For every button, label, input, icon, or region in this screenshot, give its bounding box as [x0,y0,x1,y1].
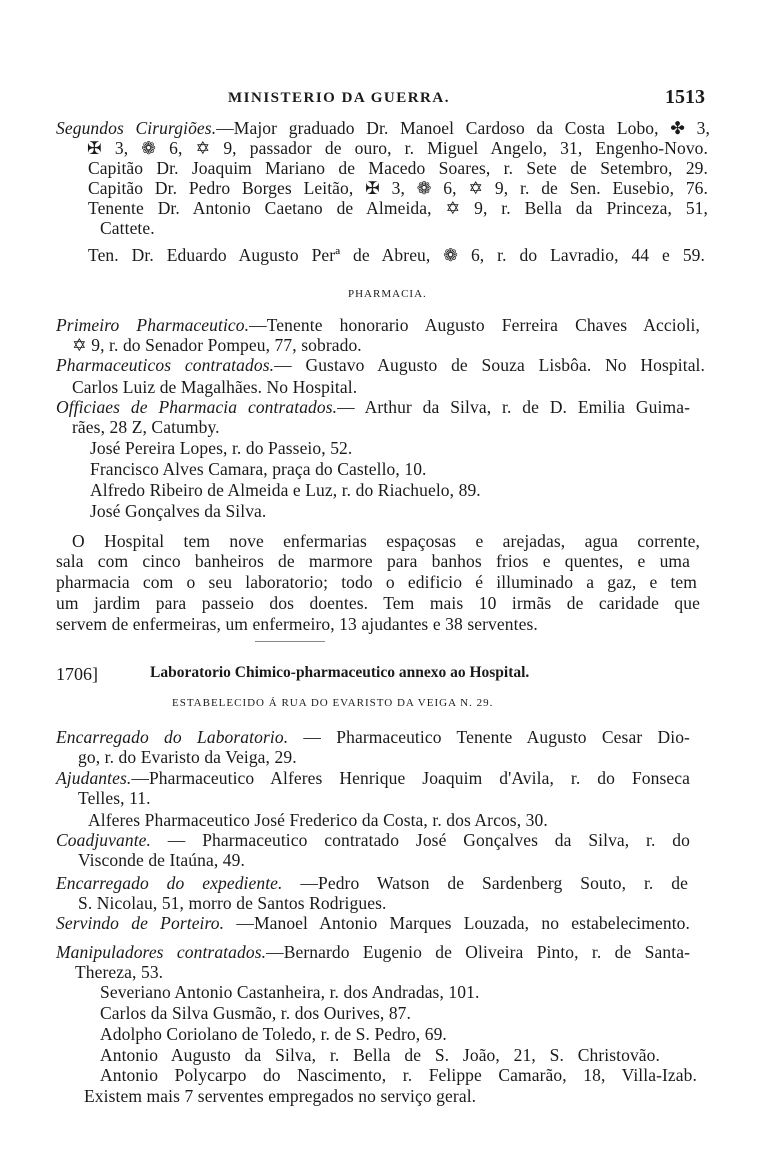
entry-text: pharmacia com o seu laboratorio; todo o edificio é illuminado a gaz, e tem [56,572,697,592]
text-line [72,335,362,355]
text-line [88,158,708,178]
entry-text: Adolpho Coriolano de Toledo, r. de S. Pedro, 69. [100,1024,447,1044]
entry-text: —Pedro Watson de Sardenberg Souto, r. de [282,873,688,893]
entry-text: Telles, 11. [78,788,151,808]
entry-text: Cattete. [100,218,155,238]
text-line [88,198,708,218]
text-line [100,1045,660,1065]
text-line [78,747,297,767]
entry-text: S. Nicolau, 51, morro de Santos Rodrigues. [78,893,387,913]
entry-text: Alfredo Ribeiro de Almeida e Luz, r. do Riachuelo, 89. [90,480,481,500]
entry-text: Antonio Polycarpo do Nascimento, r. Felippe Camarão, 18, Villa-Izab. [100,1065,697,1085]
entry-text: — Pharmaceutico Tenente Augusto Cesar Dio- [288,727,690,747]
entry-text: go, r. do Evaristo da Veiga, 29. [78,747,297,767]
entry-label: Segundos Cirurgiões. [56,118,217,138]
text-line [56,397,690,417]
entry-text: Thereza, 53. [75,962,164,982]
text-line [72,531,700,551]
text-line [88,810,548,830]
text-line [88,178,708,198]
text-line [84,1086,476,1106]
entry-text: Francisco Alves Camara, praça do Castello, 10. [90,459,427,479]
text-line [56,727,690,747]
text-line [56,315,700,335]
entry-text: O Hospital tem nove enfermarias espaçosas e arejadas, agua corrente, [72,531,700,551]
text-line [100,982,479,1002]
text-line [56,572,697,592]
laboratory-heading: Laboratorio Chimico-pharmaceutico annexo ao Hospital. [150,664,530,681]
text-line [56,942,690,962]
text-line [100,1003,411,1023]
entry-text: —Pharmaceutico Alferes Henrique Joaquim d'Avila, r. do Fonseca [131,768,690,788]
entry-label: Encarregado do expediente. [56,873,283,893]
entry-text: — Arthur da Silva, r. de D. Emilia Guima- [337,397,690,417]
text-line [100,1065,697,1085]
laboratory-subtitle: ESTABELECIDO Á RUA DO EVARISTO DA VEIGA N. 29. [172,697,494,709]
text-line [88,245,705,265]
text-line [100,218,155,238]
entry-label: Officiaes de Pharmacia contratados. [56,397,338,417]
entry-label: Encarregado do Laboratorio. [56,727,289,747]
text-line [90,480,481,500]
entry-text: Capitão Dr. Joaquim Mariano de Macedo Soares, r. Sete de Setembro, 29. [88,158,708,178]
entry-label: Primeiro Pharmaceutico. [56,315,250,335]
entry-label: Servindo de Porteiro. [56,913,225,933]
entry-text: ✡ 9, r. do Senador Pompeu, 77, sobrado. [72,335,362,355]
entry-text: Carlos da Silva Gusmão, r. dos Ourives, 87. [100,1003,412,1023]
entry-text: um jardim para passeio dos doentes. Tem mais 10 irmãs de caridade que [56,593,700,613]
entry-text: — Pharmaceutico contratado José Gonçalves da Silva, r. do [151,830,690,850]
text-line [56,830,690,850]
text-line [90,501,266,521]
section-heading-pharmacia: PHARMACIA. [348,288,427,300]
text-line [75,962,163,982]
running-header: MINISTERIO DA GUERRA. [228,90,450,106]
entry-label: Coadjuvante. [56,830,152,850]
entry-text: Existem mais 7 serventes empregados no serviço geral. [84,1086,477,1106]
entry-text: Alferes Pharmaceutico José Frederico da Costa, r. dos Arcos, 30. [88,810,548,830]
entry-text: servem de enfermeiras, um enfermeiro, 13 ajudantes e 38 serventes. [56,614,538,634]
entry-text: Carlos Luiz de Magalhães. No Hospital. [72,377,358,397]
text-line [56,913,690,933]
text-line [72,377,357,397]
entry-text: José Gonçalves da Silva. [90,501,267,521]
entry-label: Pharmaceuticos contratados. [56,355,275,375]
entry-text: Visconde de Itaúna, 49. [78,850,245,870]
entry-text: Capitão Dr. Pedro Borges Leitão, ✠ 3, ❁ 6, ✡ 9, r. de Sen. Eusebio, 76. [88,178,708,198]
entry-text: —Major graduado Dr. Manoel Cardoso da Costa Lobo, ✤ 3, [216,118,711,138]
page-number: 1513 [665,86,705,108]
section-divider [255,641,325,642]
text-line [100,1024,447,1044]
entry-text: —Tenente honorario Augusto Ferreira Chaves Accioli, [249,315,700,335]
entry-text: sala com cinco banheiros de marmore para banhos frios e quentes, e uma [56,551,690,571]
entry-text: —Manoel Antonio Marques Louzada, no estabelecimento. [224,913,690,933]
entry-text: — Gustavo Augusto de Souza Lisbôa. No Hospital. [274,355,705,375]
text-line [87,138,708,158]
text-line [56,873,688,893]
text-line [56,593,700,613]
entry-text: Tenente Dr. Antonio Caetano de Almeida, ✡ 9, r. Bella da Princeza, 51, [88,198,708,218]
entry-label: Manipuladores contratados. [56,942,267,962]
text-line [90,459,427,479]
text-line [56,355,705,375]
text-line [78,850,245,870]
margin-reference: 1706] [56,664,98,684]
text-line [90,438,352,458]
text-line [56,768,690,788]
entry-text: Severiano Antonio Castanheira, r. dos Andradas, 101. [100,982,480,1002]
entry-text: Ten. Dr. Eduardo Augusto Perª de Abreu, ❁ 6, r. do Lavradio, 44 e 59. [88,245,705,265]
text-line [56,118,710,138]
text-line [56,614,538,634]
entry-text: José Pereira Lopes, r. do Passeio, 52. [90,438,353,458]
entry-text: rães, 28 Z, Catumby. [72,417,220,437]
text-line [72,417,220,437]
entry-text: Antonio Augusto da Silva, r. Bella de S. João, 21, S. Christovão. [100,1045,660,1065]
text-line [56,551,690,571]
entry-text: —Bernardo Eugenio de Oliveira Pinto, r. de Santa- [266,942,690,962]
text-line [78,893,386,913]
entry-label: Ajudantes. [56,768,132,788]
text-line [78,788,151,808]
entry-text: ✠ 3, ❁ 6, ✡ 9, passador de ouro, r. Miguel Angelo, 31, Engenho-Novo. [87,138,708,158]
